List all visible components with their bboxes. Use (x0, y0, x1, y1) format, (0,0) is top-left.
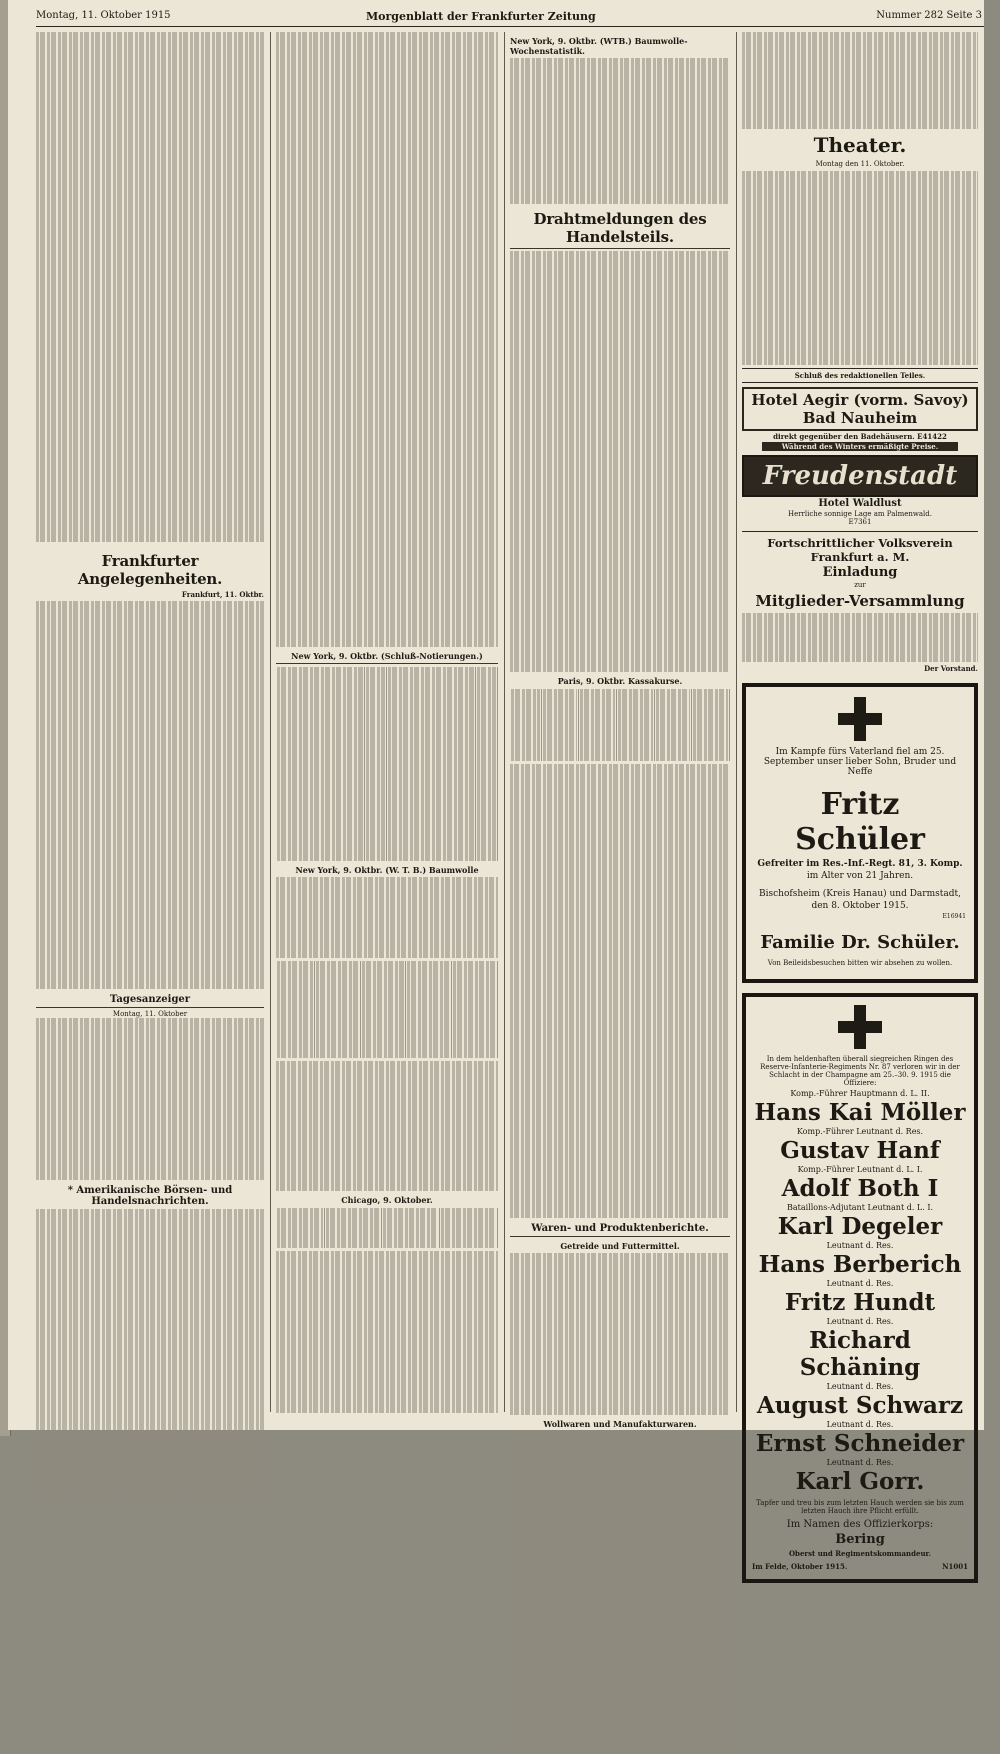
obituary-regiment (742, 993, 978, 1583)
obituary-age: im Alter von 21 Jahren. (806, 870, 914, 881)
obituary-code: E16941 (942, 912, 966, 920)
column-3 (510, 32, 730, 1429)
officer-rank: Leutnant d. Res. (826, 1457, 894, 1467)
regiment-code: N1001 (942, 1561, 968, 1571)
local-news-dateline: Frankfurt, 11. Oktbr. (181, 589, 264, 599)
wire-reports-text-2 (510, 764, 730, 1217)
officer-name: Adolf Both I (781, 1174, 939, 1202)
officer-name: Karl Degeler (777, 1212, 943, 1240)
chicago-heading: Chicago, 9. Oktober. (341, 1194, 433, 1205)
finance-text-bottom (276, 1251, 498, 1413)
officer-rank: Leutnant d. Res. (826, 1419, 894, 1429)
regiment-closing: Tapfer und treu bis zum letzten Hauch werden sie bis zum letzten Hauch ihre Pflicht erfüllt. (756, 1498, 964, 1515)
officer-name: August Schwarz (756, 1391, 964, 1419)
theater-listings (742, 171, 978, 365)
obituary-rank: Gefreiter im Res.-Inf.-Regt. 81, 3. Komp. (757, 858, 963, 869)
obituary-intro: Im Kampfe fürs Vaterland fiel am 25. September unser lieber Sohn, Bruder und Neffe (763, 746, 957, 777)
grain-subheading: Getreide und Futtermittel. (560, 1240, 680, 1251)
regiment-signer: Bering (835, 1531, 885, 1547)
tagesanzeiger-date: Montag, 11. Oktober (112, 1010, 188, 1019)
verein-meeting-details (742, 613, 978, 662)
column-rule (504, 32, 505, 1412)
officer-name: Hans Kai Möller (754, 1098, 966, 1126)
cotton-statistics-heading: New York, 9. Oktbr. (WTB.) Baumwolle-Wochenstatistik. (510, 36, 688, 56)
obituary-family: Familie Dr. Schüler. (760, 931, 960, 953)
cotton-text (276, 877, 498, 958)
column-rule (270, 32, 271, 1412)
column-rule (736, 32, 737, 1412)
regiment-corps: Im Namen des Offizierkorps: (786, 1518, 934, 1530)
verein-meeting-title: Mitglieder-Versammlung (755, 592, 965, 611)
editorial-end-notice: Schluß des redaktionellen Teiles. (742, 368, 978, 383)
verein-name: Fortschrittlicher Volksverein Frankfurt a. M. (767, 536, 953, 565)
officer-name: Ernst Schneider (755, 1429, 965, 1457)
regiment-footer (752, 1562, 968, 1571)
officer-name: Karl Gorr. (795, 1467, 925, 1495)
hotel-aegir-winter-note: Während des Winters ermäßigte Preise. (762, 442, 958, 451)
tagesanzeiger-text (36, 1018, 264, 1180)
officer-rank: Komp.-Führer Leutnant d. L. I. (797, 1164, 923, 1174)
header-page-number: Nummer 282 Seite 3 (876, 10, 982, 21)
officer-name: Richard Schäning (799, 1326, 921, 1381)
obituary-place: Bischofsheim (Kreis Hanau) und Darmstadt, (759, 888, 961, 899)
regiment-intro: In dem heldenhaften überall siegreichen Ringen des Reserve-Infanterie-Regiments Nr. 87 verloren wir in der Schlacht in der Champagne am 25.–30. 9. 1915 die Offiziere: (760, 1054, 960, 1087)
iron-cross-icon (838, 697, 882, 741)
regiment-signer-title: Oberst und Regimentskommandeur. (788, 1548, 932, 1558)
finance-text-top (276, 32, 498, 647)
american-markets-heading: * Amerikanische Börsen- und Handelsnachrichten. (67, 1185, 233, 1208)
newspaper-page (8, 0, 984, 1571)
verein-ad (742, 531, 978, 673)
hotel-aegir-location: direkt gegenüber den Badehäusern. E41422 (773, 432, 947, 442)
obituary-fritz-schueler (742, 683, 978, 983)
hotel-waldlust-code: E7361 (848, 518, 872, 527)
page-header (36, 4, 984, 27)
header-masthead: Morgenblatt der Frankfurter Zeitung (366, 10, 596, 23)
officer-rank: Bataillons-Adjutant Leutnant d. L. I. (786, 1202, 934, 1212)
theater-date: Montag den 11. Oktober. (815, 160, 905, 169)
chicago-text (276, 1061, 498, 1191)
column-1 (36, 32, 264, 1422)
grain-text (510, 1253, 730, 1415)
officer-rank: Komp.-Führer Leutnant d. Res. (796, 1126, 924, 1136)
tagesanzeiger-heading: Tagesanzeiger (36, 994, 264, 1008)
textile-subheading: Wollwaren und Manufakturwaren. (543, 1418, 697, 1429)
cotton-table (276, 961, 498, 1058)
ny-quotes-table (276, 667, 498, 861)
cotton-statistics-text (510, 58, 730, 204)
wire-reports-text (510, 251, 730, 672)
officer-rank: Leutnant d. Res. (826, 1316, 894, 1326)
ny-cotton-heading: New York, 9. Oktbr. (W. T. B.) Baumwolle (295, 865, 479, 876)
chicago-table (276, 1208, 498, 1248)
officer-rank: Komp.-Führer Hauptmann d. L. II. (790, 1088, 930, 1098)
sports-results-text (36, 32, 264, 542)
regiment-names-list (752, 1089, 968, 1495)
wire-reports-heading: Drahtmeldungen des Handelsteils. (510, 210, 730, 249)
ny-quotes-heading: New York, 9. Oktbr. (Schluß-Notierungen.) (276, 651, 498, 664)
officer-name: Hans Berberich (758, 1250, 962, 1278)
iron-cross-icon (838, 1005, 882, 1049)
hotel-waldlust-name: Hotel Waldlust (818, 498, 902, 510)
officer-rank: Leutnant d. Res. (826, 1240, 894, 1250)
column-2 (276, 32, 498, 1422)
verein-invitation: Einladung (822, 565, 898, 581)
officer-rank: Leutnant d. Res. (826, 1381, 894, 1391)
freudenstadt-logo: Freudenstadt (742, 455, 978, 497)
regiment-place: Im Felde, Oktober 1915. (752, 1561, 848, 1571)
textile-text (510, 1431, 730, 1754)
officer-rank: Leutnant d. Res. (826, 1278, 894, 1288)
obituary-date: den 8. Oktober 1915. (811, 900, 909, 911)
obituary-note: Von Beileidsbesuchen bitten wir absehen zu wollen. (767, 958, 953, 967)
verein-preposition: zur (854, 581, 866, 590)
local-news-heading: Frankfurter Angelegenheiten. (77, 551, 223, 588)
paris-heading: Paris, 9. Oktbr. Kassakurse. (557, 675, 683, 686)
local-news-text (36, 601, 264, 990)
hotel-waldlust-note: Herrliche sonnige Lage am Palmenwald. (787, 510, 933, 519)
theater-heading: Theater. (813, 133, 907, 158)
officer-name: Gustav Hanf (780, 1136, 940, 1164)
verein-board-signature: Der Vorstand. (924, 663, 978, 673)
obituary-name: Fritz Schüler (795, 786, 925, 857)
paris-table (510, 689, 730, 762)
header-date: Montag, 11. Oktober 1915 (36, 10, 171, 21)
hotel-aegir-ad: Hotel Aegir (vorm. Savoy) Bad Nauheim (742, 387, 978, 431)
column-4 (742, 32, 978, 1571)
goods-reports-heading: Waren- und Produktenberichte. (510, 1223, 730, 1237)
officer-name: Fritz Hundt (784, 1288, 936, 1316)
american-markets-text (36, 1209, 264, 1500)
prices-text-top (742, 32, 978, 129)
